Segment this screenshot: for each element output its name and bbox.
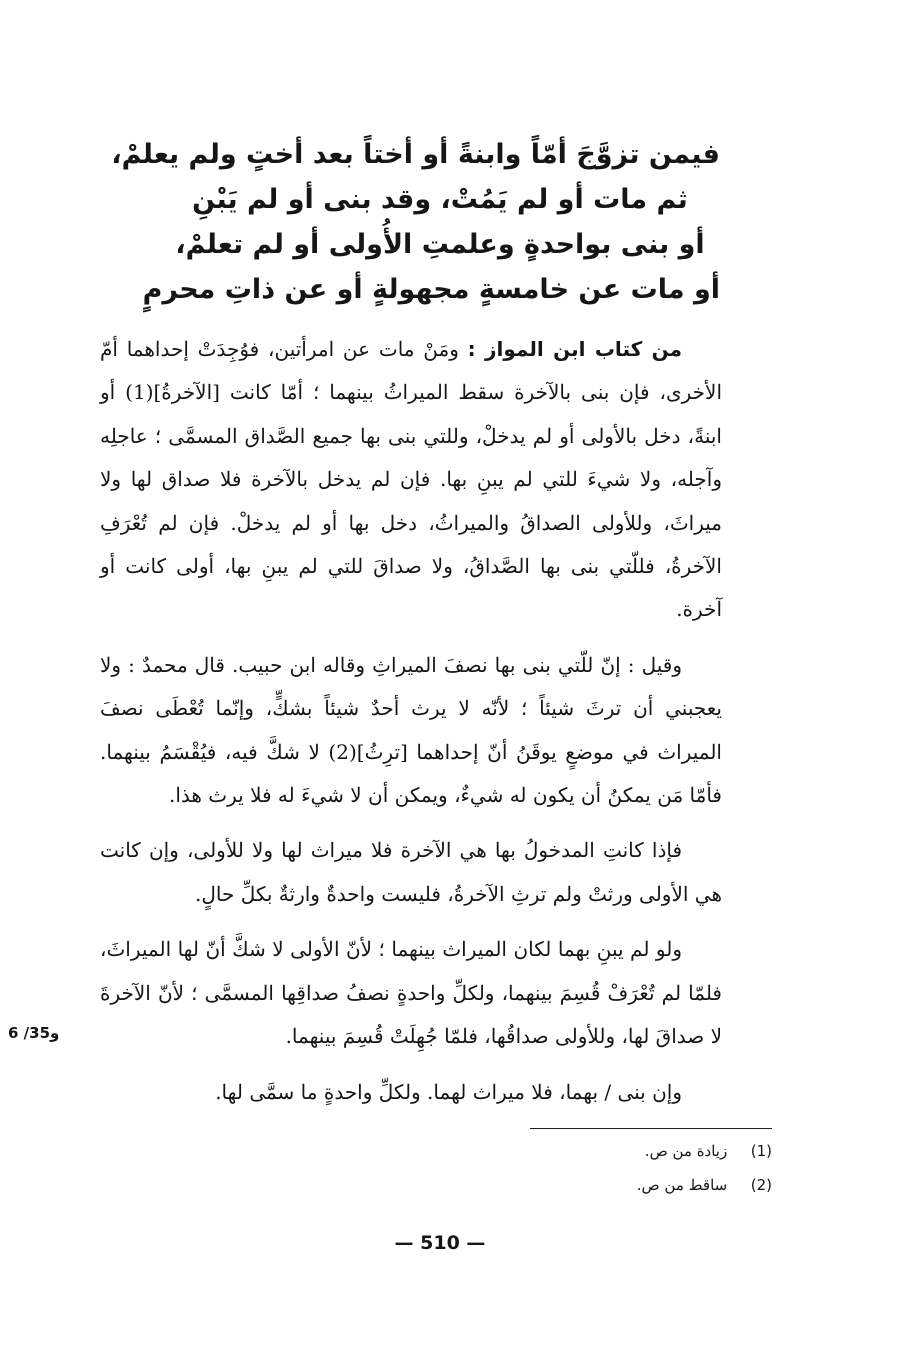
paragraph-4 bbox=[100, 928, 722, 1058]
footnote-divider bbox=[530, 1128, 772, 1129]
paragraph-1 bbox=[100, 328, 722, 632]
paragraph-5-text: وإن بنى / بهما، فلا ميراث لهما. ولكلِّ واحدةٍ ما سمَّى لها. bbox=[215, 1079, 682, 1104]
paragraph-3 bbox=[100, 829, 722, 916]
paragraph-3-text: فإذا كانتِ المدخولُ بها هي الآخرة فلا ميراث لها ولا للأولى، وإن كانت هي الأولى ورثتْ ولم ترثِ الآخرةُ، فليست واحدةٌ وارثةٌ بكلِّ حالٍ. bbox=[100, 838, 722, 906]
footnotes bbox=[452, 1134, 772, 1202]
paragraph-2 bbox=[100, 644, 722, 818]
manuscript-folio-note: 6 /35و bbox=[8, 1024, 60, 1042]
footnote-2-number: (2) bbox=[750, 1176, 772, 1194]
footnote-2 bbox=[452, 1168, 772, 1202]
heading-line-2: ثم مات أو لم يَمُتْ، وقد بنى أو لم يَبْنِ bbox=[192, 184, 688, 215]
body-text bbox=[100, 328, 722, 1126]
paragraph-2-text: وقيل : إنّ للّتي بنى بها نصفَ الميراثِ وقاله ابن حبيب. قال محمدٌ : ولا يعجبني أن ترثَ شيئاً ؛ لأنّه لا يرث أحدٌ شيئاً بشكٍّ، وإنّما تُعْطَى نصفَ الميراث في موضعٍ يوقَنُ أنّ إحداهما [ترِثُ](2) لا شكَّ فيه، فيُقْسَمُ بينهما. فأمّا مَن يمكنُ أن يكون له شيءٌ، ويمكن أن لا شيءَ له فلا يرث هذا. bbox=[100, 652, 722, 808]
paragraph-4-text: ولو لم يبنِ بهما لكان الميراث بينهما ؛ لأنّ الأولى لا شكَّ أنّ لها الميراثَ، فلمّا لم تُعْرَفْ قُسِمَ بينهما، ولكلِّ واحدةٍ نصفُ صداقِها المسمَّى ؛ لأنّ الآخرةَ لا صداقَ لها، وللأولى صداقُها، فلمّا جُهِلَتْ قُسِمَ بينهما. bbox=[100, 937, 722, 1049]
footnote-2-text: ساقط من ص. bbox=[636, 1176, 728, 1194]
chapter-heading bbox=[111, 132, 720, 312]
page-number: — 510 — bbox=[394, 1232, 486, 1254]
footnote-1-number: (1) bbox=[750, 1142, 772, 1160]
paragraph-1-text: ومَنْ مات عن امرأتين، فوُجِدَتْ إحداهما أمّ الأخرى، فإن بنى بالآخرة سقط الميراثُ بينهما ؛ أمّا كانت [الآخرةُ](1) أو ابنةً، دخل بالأولى أو لم يدخلْ، وللتي بنى بها جميع الصَّداق المسمَّى ؛ عاجلِه وآجله، ولا شيءَ للتي لم يبنِ بها. فإن لم يدخل بالآخرة فلا صداق لها ولا ميراثَ، وللأولى الصداقُ والميراثُ، دخل بها أو لم يدخلْ. فإن لم تُعْرَفِ الآخرةُ، فللّتي بنى بها الصَّداقُ، ولا صداقَ للتي لم يبنِ بها، أولى كانت أو آخرة. bbox=[100, 337, 722, 622]
paragraph-5 bbox=[100, 1071, 722, 1114]
footnote-1-text: زيادة من ص. bbox=[644, 1142, 728, 1160]
paragraph-1-lead: من كتاب ابن المواز : bbox=[467, 337, 682, 361]
heading-line-3: أو بنى بواحدةٍ وعلمتِ الأُولى أو لم تعلمْ، bbox=[175, 229, 705, 260]
heading-line-4: أو مات عن خامسةٍ مجهولةٍ أو عن ذاتِ محرمٍ bbox=[142, 274, 720, 305]
heading-line-1: فيمن تزوَّجَ أمّاً وابنةً أو أختاً بعد أختٍ ولم يعلمْ، bbox=[111, 139, 720, 170]
footnote-1 bbox=[452, 1134, 772, 1168]
